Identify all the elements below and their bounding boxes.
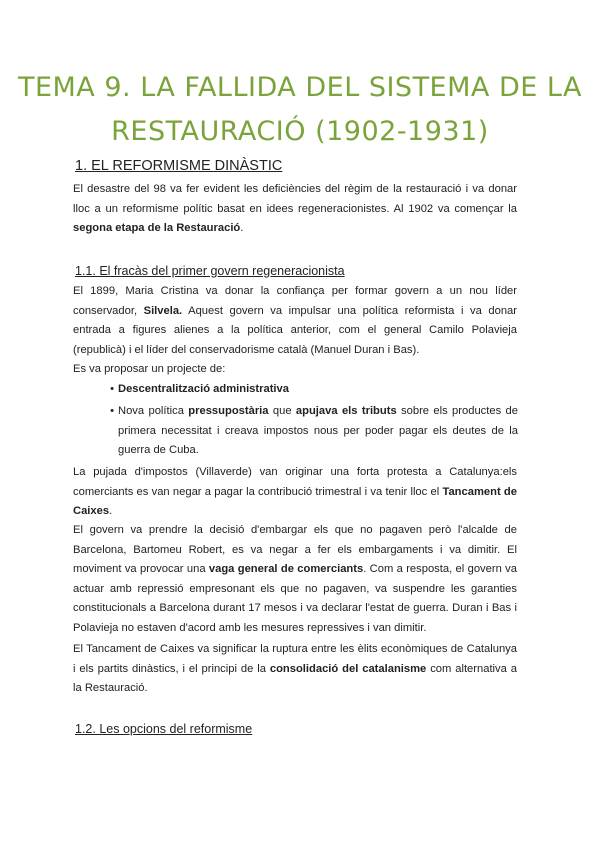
bullet-item-budget-policy: • Nova política pressupostària que apujava els tributs sobre els productes de primera necessitat i creava impostos nous per poder pagar els deutes de la guerra de Cuba. <box>118 402 518 461</box>
section-heading-1: 1. EL REFORMISME DINÀSTIC <box>75 158 283 174</box>
bullet-item-decentralization: • Descentralització administrativa <box>118 380 518 400</box>
paragraph-government-response: El govern va prendre la decisió d'embargar els que no pagaven però l'alcalde de Barcelona, Bartomeu Robert, es va negar a fer els embargaments i va dimitir. El moviment va provocar una vaga general de comerciants. Com a resposta, el govern va actuar amb repressió empresonant els que no pagaven, va suspendre les garanties constitucionals a Barcelona durant 17 mesos i va declarar l'estat de guerra. Duran i Bas i Polavieja no estaven d'acord amb les mesures repressives i van dimitir. <box>73 524 517 634</box>
document-title-line-2: RESTAURACIÓ (1902-1931) <box>111 116 489 147</box>
bullet-icon: • <box>110 405 114 417</box>
section-1-intro-paragraph: El desastre del 98 va fer evident les deficiències del règim de la restauració i va donar lloc a un reformisme polític basat en idees regeneracionistes. Al 1902 va començar la segona etapa de la Restauració. <box>73 183 517 234</box>
bullet-icon: • <box>110 383 114 395</box>
document-title-line-1: TEMA 9. LA FALLIDA DEL SISTEMA DE LA <box>17 72 583 103</box>
section-heading-1-1: 1.1. El fracàs del primer govern regeneracionista <box>75 264 345 278</box>
paragraph-project-intro: Es va proposar un projecte de: <box>73 363 226 375</box>
paragraph-silvela: El 1899, Maria Cristina va donar la confiança per formar govern a un nou líder conservador, Silvela. Aquest govern va impulsar una política reformista i va donar entrada a figures alienes a la política anterior, com el general Camilo Polavieja (republicà) i el líder del conservadorisme català (Manuel Duran i Bas). <box>73 285 517 356</box>
paragraph-catalanism: El Tancament de Caixes va significar la ruptura entre les èlits econòmiques de Catalunya i els partits dinàstics, i el principi de la consolidació del catalanisme com alternativa a la Restauració. <box>73 643 517 694</box>
paragraph-tax-protest: La pujada d'impostos (Villaverde) van originar una forta protesta a Catalunya:els comerciants es van negar a pagar la contribució trimestral i va tenir lloc el Tancament de Caixes. <box>73 466 517 517</box>
section-heading-1-2: 1.2. Les opcions del reformisme <box>75 722 253 736</box>
